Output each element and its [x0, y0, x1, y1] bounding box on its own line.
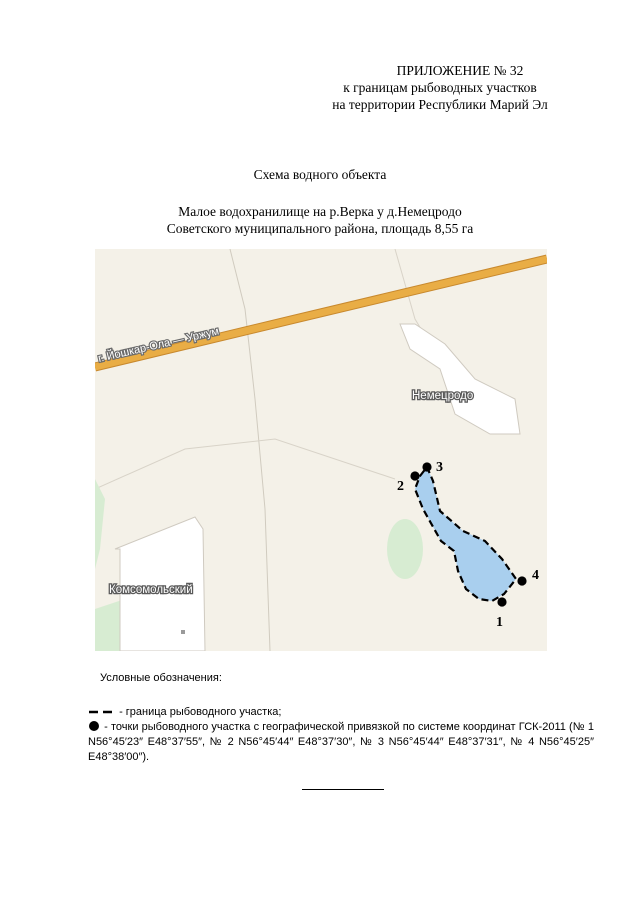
point-2-label: 2: [397, 479, 404, 494]
legend: [88, 705, 594, 765]
object-name: Малое водохранилище на р.Верка у д.Немецродо: [178, 204, 462, 219]
road-label: г. Йошкар-Ола — Уржум: [96, 325, 221, 365]
legend-boundary-text: - граница рыбоводного участка;: [119, 706, 282, 718]
point-3-label: 3: [436, 460, 443, 475]
legend-points-row: [88, 720, 594, 765]
forest-area: [387, 519, 423, 579]
appendix-line-2: к границам рыбоводных участков: [343, 80, 537, 95]
building-marker: [181, 630, 185, 634]
appendix-line-3: на территории Республики Марий Эл: [332, 97, 548, 112]
point-4-label: 4: [532, 568, 539, 583]
point-marker-icon: [89, 721, 99, 731]
point-3-marker: [422, 462, 431, 471]
point-4-marker: [517, 576, 526, 585]
object-district-area: Советского муниципального района, площадь 8,55 га: [166, 221, 474, 236]
appendix-header: [190, 62, 590, 113]
point-1-label: 1: [496, 615, 503, 630]
legend-points-text: - точки рыбоводного участка с географической привязкой по системе координат ГСК-2011 (№ 1 N56°45′23″ E48°37′55″, № 2 N56°45′44″ E48°37′30″, № 3 N56°45′44″ E48°37′31″, № 4 N56°45′25″ E48°38′00″).: [88, 721, 594, 763]
bottom-rule: [302, 789, 384, 790]
map-canvas: [95, 249, 547, 651]
appendix-number: ПРИЛОЖЕНИЕ № 32: [396, 63, 524, 78]
legend-boundary-row: [88, 705, 594, 720]
village-label-komsomolsky: Комсомольский: [109, 584, 193, 596]
point-2-marker: [410, 471, 419, 480]
scheme-map: [95, 249, 547, 651]
document-title: Схема водного объекта: [253, 167, 387, 182]
dashed-line-icon: [88, 708, 116, 716]
village-label-nemetsrodo: Немецродо: [412, 390, 474, 402]
legend-title: Условные обозначения:: [100, 672, 222, 684]
point-1-marker: [497, 597, 506, 606]
